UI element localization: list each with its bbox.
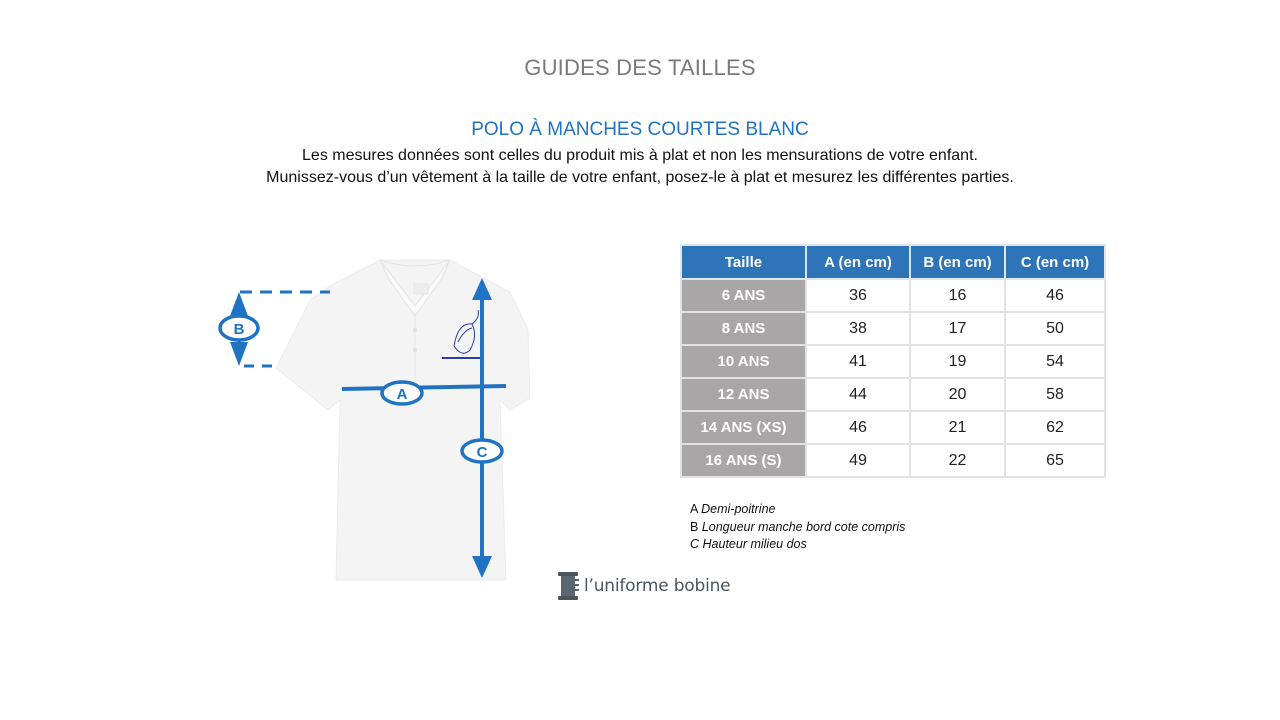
value-b: 17 (910, 312, 1005, 345)
legend-item (690, 536, 905, 554)
header-size: Taille (681, 245, 806, 279)
size-label: 6 ANS (681, 279, 806, 312)
size-table (680, 244, 1106, 478)
value-b: 20 (910, 378, 1005, 411)
header-a: A (en cm) (806, 245, 910, 279)
product-title: POLO À MANCHES COURTES BLANC (471, 119, 809, 140)
table-row (681, 378, 1105, 411)
legend-key: A (690, 502, 698, 516)
legend-term: Hauteur milieu dos (702, 537, 807, 551)
table-header-row (681, 245, 1105, 279)
svg-text:C: C (476, 444, 488, 461)
measurement-legend (690, 501, 905, 554)
value-c: 65 (1005, 444, 1105, 477)
legend-term: Longueur manche bord cote compris (701, 519, 906, 534)
bobbin-icon (556, 570, 580, 602)
value-c: 50 (1005, 312, 1105, 345)
value-a: 41 (806, 345, 910, 378)
table-row (681, 444, 1105, 477)
svg-text:A: A (396, 386, 408, 403)
size-label: 8 ANS (681, 312, 806, 345)
value-b: 22 (910, 444, 1005, 477)
value-b: 16 (910, 279, 1005, 312)
value-a: 38 (806, 312, 910, 345)
value-c: 62 (1005, 411, 1105, 444)
legend-key: C (690, 537, 700, 551)
value-a: 44 (806, 378, 910, 411)
value-b: 21 (910, 411, 1005, 444)
table-row (681, 312, 1105, 345)
svg-text:B: B (233, 321, 245, 338)
polo-shirt-illustration (210, 250, 530, 590)
value-a: 46 (806, 411, 910, 444)
value-c: 46 (1005, 279, 1105, 312)
legend-term: Demi-poitrine (701, 502, 776, 516)
brand-logo (556, 569, 730, 603)
value-a: 36 (806, 279, 910, 312)
intro-text-line-1: Les mesures données sont celles du produit mis à plat et non les mensurations de votre enfant. (302, 147, 978, 164)
brand-name: l’uniforme bobine (584, 576, 731, 596)
page-title: GUIDES DES TAILLES (524, 55, 756, 80)
value-c: 54 (1005, 345, 1105, 378)
size-label: 10 ANS (681, 345, 806, 378)
table-row (681, 345, 1105, 378)
header-c: C (en cm) (1005, 245, 1105, 279)
value-b: 19 (910, 345, 1005, 378)
legend-item (690, 501, 905, 519)
header-b: B (en cm) (910, 245, 1005, 279)
table-row (681, 279, 1105, 312)
legend-item (690, 519, 905, 537)
polo-measurement-diagram (210, 250, 530, 590)
intro-text-line-2: Munissez-vous d’un vêtement à la taille de votre enfant, posez-le à plat et mesurez les différentes parties. (266, 169, 1014, 186)
size-label: 16 ANS (S) (681, 444, 806, 477)
size-label: 14 ANS (XS) (681, 411, 806, 444)
value-a: 49 (806, 444, 910, 477)
value-c: 58 (1005, 378, 1105, 411)
legend-key: B (690, 519, 699, 534)
table-row (681, 411, 1105, 444)
size-label: 12 ANS (681, 378, 806, 411)
